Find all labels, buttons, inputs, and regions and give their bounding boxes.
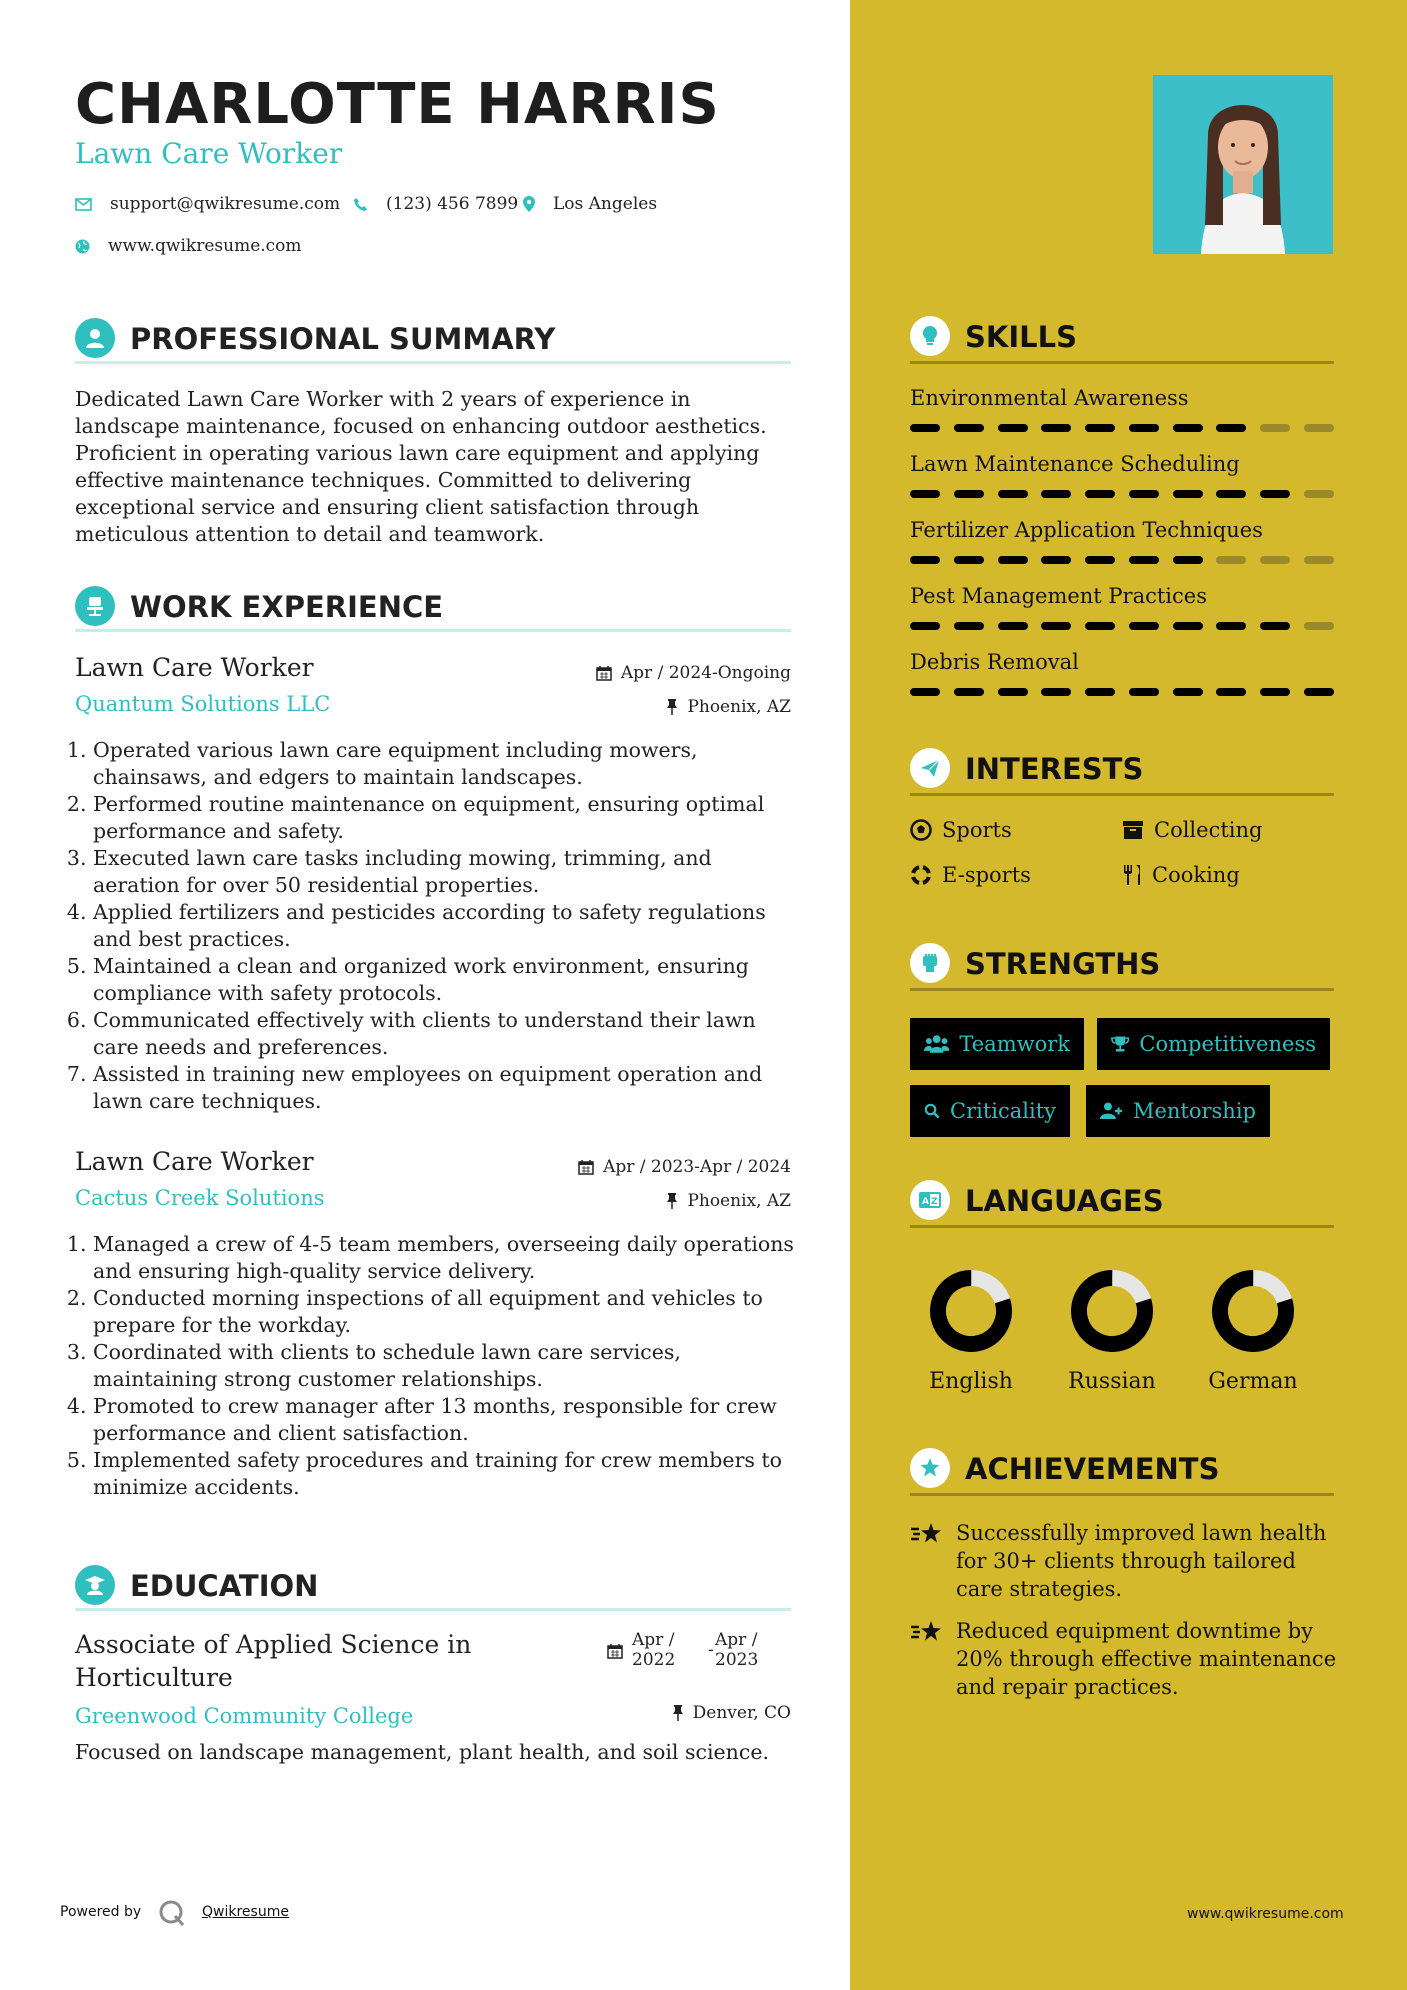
job-2-location [666,1191,791,1211]
skill-dash-filled [954,556,984,564]
achievement-1 [910,1519,1340,1609]
skill-name: Pest Management Practices [910,584,1207,608]
skill-dash-filled [1041,622,1071,630]
website-text: www.qwikresume.com [108,236,302,256]
skill-dash-filled [910,556,940,564]
job-2-dates [578,1157,791,1177]
interest-sports [910,818,1012,842]
strengths-section-header [910,941,1334,991]
skill-dash-filled [1173,556,1203,564]
skill-dash-empty [1304,424,1334,432]
interests-section-header [910,746,1334,796]
strength-mentorship [1086,1085,1270,1137]
skill-dash-empty [1216,556,1246,564]
skill-dash-filled [998,688,1028,696]
education-description: Focused on landscape management, plant health, and soil science. [75,1740,769,1764]
job-1-title: Lawn Care Worker [75,653,314,682]
achievement-2 [910,1617,1340,1707]
strength-competitiveness [1097,1018,1330,1070]
user-plus-icon [1100,1101,1123,1121]
map-pin-icon [523,196,535,212]
language-donut-value [1070,1269,1153,1352]
skill-dash-filled [998,556,1028,564]
edu-end-year: 2023 [715,1650,759,1670]
strength-criticality-label: Criticality [950,1099,1056,1123]
skill-dash-filled [1085,556,1115,564]
skill-dash-filled [1173,688,1203,696]
utensils-icon [1122,864,1142,886]
job-1-company: Quantum Solutions LLC [75,692,331,716]
skill-dash-empty [1304,622,1334,630]
job-1-dates [596,663,791,683]
job-2-dates-text: Apr / 2023-Apr / 2024 [603,1157,791,1177]
skill-dash-filled [1129,556,1159,564]
skill-dash-empty [1260,424,1290,432]
skill-name: Fertilizer Application Techniques [910,518,1263,542]
candidate-role: Lawn Care Worker [75,137,343,170]
phone-contact[interactable] [353,194,518,214]
email-contact[interactable] [75,194,340,214]
skill-dash-filled [1260,622,1290,630]
education-section-header [75,1561,791,1611]
star-badge-icon [910,1448,950,1488]
skill-dash-filled [1216,490,1246,498]
list-item: 1. Managed a crew of 4-5 team members, overseeing daily operations and ensuring high-quality service delivery. [93,1231,798,1285]
experience-section-header [75,582,791,632]
skill-dash-filled [1129,424,1159,432]
edu-date-separator: - [708,1640,714,1660]
interest-cooking [1122,863,1240,887]
list-item: 4. Promoted to crew manager after 13 months, responsible for crew performance and client satisfaction. [93,1393,798,1447]
list-item: 2. Performed routine maintenance on equipment, ensuring optimal performance and safety. [93,791,798,845]
calendar-icon [607,1643,623,1659]
globe-icon [75,239,90,254]
skill-dash-filled [1129,490,1159,498]
skill-dash-filled [954,688,984,696]
achievement-2-text: Reduced equipment downtime by 20% through effective maintenance and repair practices. [956,1619,1337,1699]
skill-level-bar [910,490,1334,498]
skill-dash-filled [1041,424,1071,432]
edu-start-month: Apr / [632,1630,675,1650]
graduate-icon [75,1565,115,1605]
skill-dash-filled [1260,688,1290,696]
skill-dash-filled [910,490,940,498]
pushpin-icon [672,1705,684,1721]
language-icon [910,1180,950,1220]
skill-dash-filled [954,490,984,498]
school-name: Greenwood Community College [75,1704,414,1728]
skill-dash-filled [1085,490,1115,498]
strength-criticality [910,1085,1070,1137]
phone-text: (123) 456 7899 [386,194,519,214]
skill-level-bar [910,556,1334,564]
soccer-ball-icon [910,819,932,841]
qwikresume-logo-icon [158,1899,186,1927]
achievement-1-text: Successfully improved lawn health for 30+ clients through tailored care strategies. [956,1521,1327,1601]
calendar-icon [596,665,612,681]
summary-text: Dedicated Lawn Care Worker with 2 years of experience in landscape maintenance, focused on enhancing outdoor aesthetics. Proficient in operating various lawn care equipment and applying effective maintenance techniques. Committed to delivering exceptional service and ensuring client satisfaction through meticulous attention to detail and teamwork. [75,387,767,546]
skill-dash-filled [910,424,940,432]
interest-collecting-label: Collecting [1154,818,1263,842]
skill-level-bar [910,424,1334,432]
list-item: 4. Applied fertilizers and pesticides according to safety regulations and best practices. [93,899,798,953]
language-english-label: English [929,1369,1013,1394]
skill-dash-filled [1085,424,1115,432]
job-1-dates-text: Apr / 2024-Ongoing [620,663,791,683]
profile-photo [1153,75,1333,254]
skill-level-bar [910,622,1334,630]
skill-dash-filled [998,622,1028,630]
skill-dash-filled [954,424,984,432]
speeding-star-icon [910,1619,944,1645]
footer-website[interactable]: www.qwikresume.com [1187,1906,1344,1922]
skill-dash-filled [1260,490,1290,498]
strength-competitiveness-label: Competitiveness [1139,1032,1316,1056]
skill-dash-filled [1216,424,1246,432]
strength-teamwork-label: Teamwork [959,1032,1070,1056]
skill-dash-filled [1129,688,1159,696]
experience-title: WORK EXPERIENCE [130,590,444,624]
interest-esports-label: E-sports [942,863,1031,887]
edu-end-month: Apr / [715,1630,758,1650]
skill-dash-filled [1173,424,1203,432]
achievements-title: ACHIEVEMENTS [965,1452,1220,1486]
powered-by-label: Powered by [60,1904,142,1920]
education-location [672,1703,791,1723]
skill-dash-filled [1041,490,1071,498]
speeding-star-icon [910,1521,944,1547]
edu-start-year: 2022 [632,1650,676,1670]
magnifier-icon [924,1100,940,1122]
language-donuts [900,1255,1340,1355]
summary-section-header [75,314,791,364]
paper-plane-icon [910,748,950,788]
svg-text:Z: Z [931,1197,938,1207]
job-2-location-text: Phoenix, AZ [687,1191,791,1211]
skill-dash-filled [1085,688,1115,696]
summary-title: PROFESSIONAL SUMMARY [130,322,556,356]
languages-section-header [910,1178,1334,1228]
education-dates [607,1630,777,1680]
strength-teamwork [910,1018,1084,1070]
languages-title: LANGUAGES [965,1184,1164,1218]
briefcase-chair-icon [75,586,115,626]
skill-name: Environmental Awareness [910,386,1189,410]
skills-section-header [910,314,1334,364]
interest-cooking-label: Cooking [1152,863,1240,887]
svg-text:A: A [922,1197,929,1207]
interest-sports-label: Sports [942,818,1012,842]
trophy-icon [1111,1034,1129,1054]
skill-dash-filled [1129,622,1159,630]
list-item: 3. Executed lawn care tasks including mowing, trimming, and aeration for over 50 residential properties. [93,845,798,899]
skill-dash-filled [1216,688,1246,696]
degree-line-1: Associate of Applied Science in [75,1630,472,1659]
list-item: 7. Assisted in training new employees on equipment operation and lawn care techniques. [93,1061,798,1115]
email-text: support@qwikresume.com [110,194,341,214]
job-2-bullets [93,1231,798,1501]
skill-dash-empty [1260,556,1290,564]
interest-esports [910,863,1031,887]
list-item: 3. Coordinated with clients to schedule lawn care services, maintaining strong customer relationships. [93,1339,798,1393]
education-location-text: Denver, CO [692,1703,791,1723]
skill-dash-filled [910,688,940,696]
users-icon [924,1034,949,1054]
language-donut-value [1211,1269,1294,1352]
list-item: 6. Communicated effectively with clients to understand their lawn care needs and preferences. [93,1007,798,1061]
job-2-title: Lawn Care Worker [75,1147,314,1176]
list-item: 1. Operated various lawn care equipment including mowers, chainsaws, and edgers to maintain landscapes. [93,737,798,791]
skill-dash-filled [1173,490,1203,498]
calendar-icon [578,1159,594,1175]
skill-dash-filled [1085,622,1115,630]
skill-dash-filled [1304,688,1334,696]
job-2-company: Cactus Creek Solutions [75,1186,325,1210]
degree-line-2: Horticulture [75,1663,233,1692]
achievements-section-header [910,1446,1334,1496]
skill-dash-filled [1173,622,1203,630]
envelope-icon [75,198,92,211]
education-title: EDUCATION [130,1569,319,1603]
skill-dash-filled [998,424,1028,432]
candidate-name: CHARLOTTE HARRIS [75,72,720,137]
list-item: 5. Implemented safety procedures and training for crew members to minimize accidents. [93,1447,798,1501]
skill-dash-empty [1304,556,1334,564]
language-german-label: German [1208,1369,1298,1394]
language-donut-value [929,1269,1012,1352]
job-1-bullets [93,737,798,1115]
lightbulb-icon [910,316,950,356]
user-icon [75,318,115,358]
fist-icon [910,943,950,983]
lifebuoy-icon [910,864,932,886]
pushpin-icon [666,1193,678,1209]
job-1-location [666,697,791,717]
website-contact[interactable] [75,236,302,256]
language-russian-label: Russian [1068,1369,1156,1394]
qwikresume-link[interactable]: Qwikresume [202,1904,289,1920]
interest-collecting [1122,818,1262,842]
skill-name: Debris Removal [910,650,1079,674]
skill-dash-filled [1041,556,1071,564]
archive-box-icon [1122,820,1144,840]
skill-dash-filled [954,622,984,630]
pushpin-icon [666,699,678,715]
phone-icon [353,197,368,212]
job-1-location-text: Phoenix, AZ [687,697,791,717]
strength-mentorship-label: Mentorship [1132,1099,1256,1123]
list-item: 2. Conducted morning inspections of all equipment and vehicles to prepare for the workday. [93,1285,798,1339]
location-text: Los Angeles [553,194,658,214]
skills-title: SKILLS [965,320,1077,354]
strengths-title: STRENGTHS [965,947,1161,981]
skill-dash-filled [910,622,940,630]
list-item: 5. Maintained a clean and organized work environment, ensuring compliance with safety protocols. [93,953,798,1007]
interests-title: INTERESTS [965,752,1144,786]
skill-dash-filled [1041,688,1071,696]
skill-level-bar [910,688,1334,696]
location-contact [523,194,657,214]
skill-dash-filled [1216,622,1246,630]
skill-name: Lawn Maintenance Scheduling [910,452,1240,476]
skill-dash-filled [998,490,1028,498]
skill-dash-empty [1304,490,1334,498]
